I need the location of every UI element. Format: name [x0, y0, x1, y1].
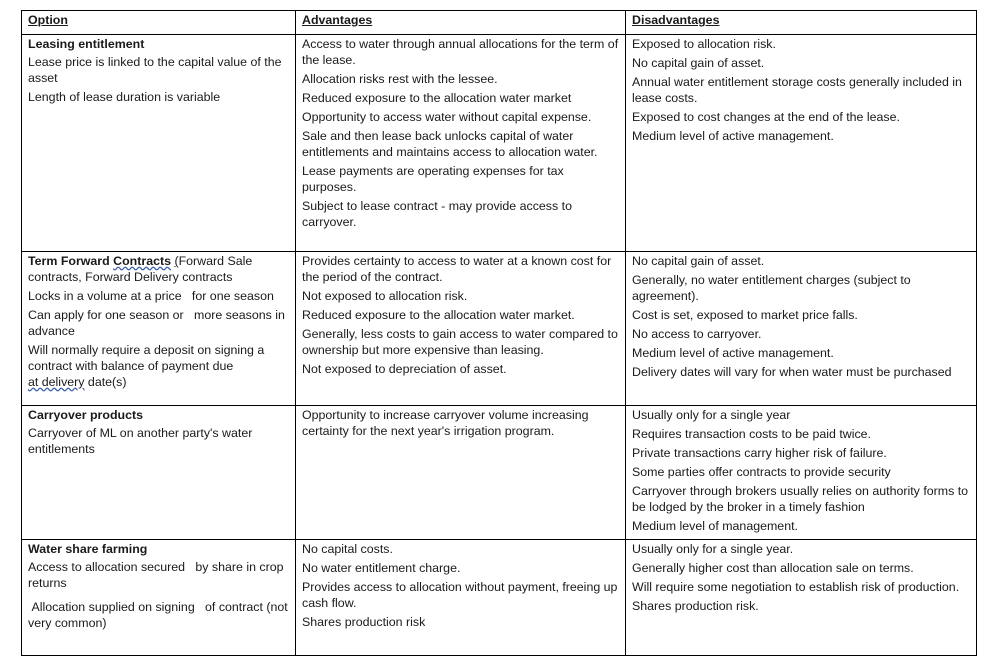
option-cell [22, 540, 296, 656]
disadvantage-item: Will require some negotiation to establish risk of production. [632, 580, 960, 594]
disadvantage-item: Medium level of active management. [632, 129, 834, 143]
disadvantage-item: Generally, no water entitlement charges (subject to agreement). [632, 273, 911, 303]
disadvantage-item: Usually only for a single year. [632, 542, 794, 556]
advantage-item: Reduced exposure to the allocation water market. [302, 308, 575, 322]
disadvantage-item: Delivery dates will vary for when water must be purchased [632, 365, 952, 379]
option-line: Locks in a volume at a price for one season [28, 289, 274, 303]
advantage-item: Provides certainty to access to water at a known cost for the period of the contract. [302, 254, 612, 284]
option-cell [22, 252, 296, 406]
advantage-item: Opportunity to increase carryover volume increasing certainty for the next year's irrigation program. [302, 408, 589, 438]
advantages-cell [296, 406, 626, 540]
advantage-item: Access to water through annual allocations for the term of the lease. [302, 37, 619, 67]
option-line: Carryover of ML on another party's water entitlements [28, 426, 253, 456]
option-line: Can apply for one season or more seasons in advance [28, 308, 289, 338]
advantage-item: No water entitlement charge. [302, 561, 461, 575]
row-title: Leasing entitlement [28, 37, 145, 51]
delivery-link: at delivery [28, 375, 85, 389]
header-disadvantages: Disadvantages [626, 11, 977, 35]
row-title: Water share farming [28, 542, 148, 556]
table-row [22, 540, 977, 656]
disadvantage-item: Annual water entitlement storage costs generally included in lease costs. [632, 75, 962, 105]
contracts-word: Contracts [113, 254, 171, 268]
advantage-item: Opportunity to access water without capital expense. [302, 110, 592, 124]
disadvantage-item: Shares production risk. [632, 599, 759, 613]
advantage-item: No capital costs. [302, 542, 393, 556]
disadvantage-item: No capital gain of asset. [632, 254, 765, 268]
table-row [22, 252, 977, 406]
disadvantage-item: Private transactions carry higher risk of failure. [632, 446, 887, 460]
advantage-item: Generally, less costs to gain access to water compared to ownership but more expensive than leasing. [302, 327, 618, 357]
disadvantage-item: Requires transaction costs to be paid twice. [632, 427, 871, 441]
option-cell [22, 35, 296, 252]
disadvantages-cell [626, 252, 977, 406]
options-table [21, 10, 977, 656]
disadvantages-cell [626, 35, 977, 252]
row-title: Term Forward Contracts (Forward Sale contracts, Forward Delivery contracts [28, 254, 253, 284]
advantage-item: Subject to lease contract - may provide access to carryover. [302, 199, 572, 229]
disadvantage-item: Medium level of active management. [632, 346, 834, 360]
option-line: Access to allocation secured by share in crop returns [28, 560, 287, 590]
option-line: Allocation supplied on signing of contract (not very common) [28, 600, 292, 630]
advantages-cell [296, 540, 626, 656]
disadvantage-item: Some parties offer contracts to provide security [632, 465, 891, 479]
disadvantage-item: Carryover through brokers usually relies on authority forms to be lodged by the broker in a timely fashion [632, 484, 969, 514]
advantages-cell [296, 252, 626, 406]
header-advantages: Advantages [296, 11, 626, 35]
disadvantage-item: Generally higher cost than allocation sale on terms. [632, 561, 914, 575]
disadvantage-item: Cost is set, exposed to market price falls. [632, 308, 858, 322]
table-row [22, 406, 977, 540]
option-line: Length of lease duration is variable [28, 90, 221, 104]
disadvantages-cell [626, 406, 977, 540]
advantage-item: Shares production risk [302, 615, 426, 629]
advantage-item: Reduced exposure to the allocation water market [302, 91, 572, 105]
disadvantages-cell [626, 540, 977, 656]
header-row [22, 11, 977, 35]
advantage-item: Provides access to allocation without payment, freeing up cash flow. [302, 580, 618, 610]
option-cell [22, 406, 296, 540]
advantages-cell [296, 35, 626, 252]
option-line: Will normally require a deposit on signing a contract with balance of payment due [28, 343, 265, 373]
header-option: Option [22, 11, 296, 35]
disadvantage-item: Exposed to allocation risk. [632, 37, 776, 51]
disadvantage-item: No access to carryover. [632, 327, 762, 341]
advantage-item: Not exposed to allocation risk. [302, 289, 468, 303]
disadvantage-item: No capital gain of asset. [632, 56, 765, 70]
disadvantage-item: Usually only for a single year [632, 408, 791, 422]
advantage-item: Sale and then lease back unlocks capital of water entitlements and maintains access to allocation water. [302, 129, 598, 159]
disadvantage-item: Medium level of management. [632, 519, 798, 533]
option-line: Lease price is linked to the capital value of the asset [28, 55, 282, 85]
advantage-item: Allocation risks rest with the lessee. [302, 72, 498, 86]
advantage-item: Not exposed to depreciation of asset. [302, 362, 507, 376]
row-title: Carryover products [28, 408, 143, 422]
advantage-item: Lease payments are operating expenses for tax purposes. [302, 164, 564, 194]
disadvantage-item: Exposed to cost changes at the end of the lease. [632, 110, 900, 124]
option-line: at delivery date(s) [28, 375, 127, 389]
table-row [22, 35, 977, 252]
